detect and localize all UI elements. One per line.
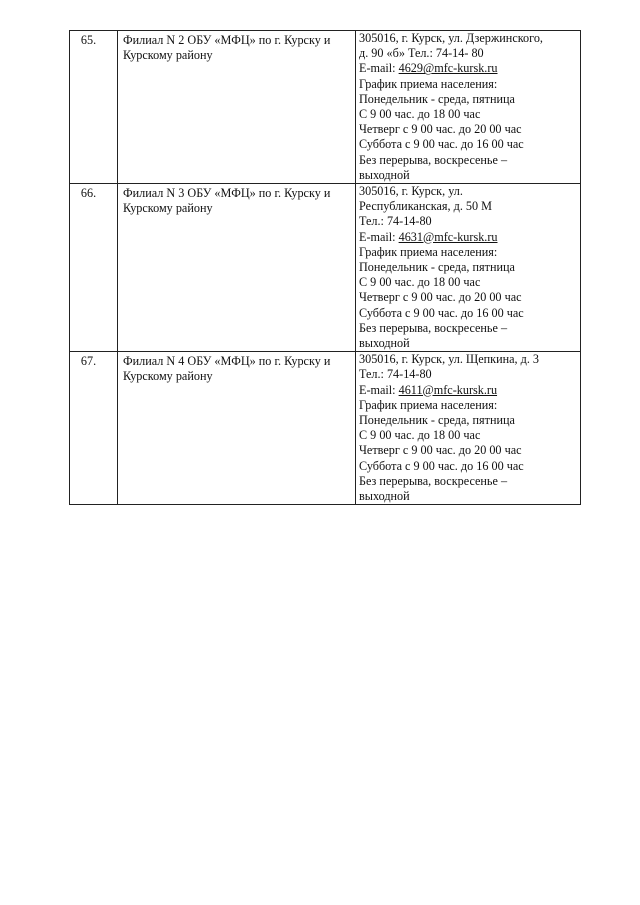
branch-name-cell — [118, 352, 356, 505]
address-line: д. 90 «б» Тел.: 74-14- 80 — [359, 46, 484, 61]
address-line: 305016, г. Курск, ул. Дзержинского, — [359, 31, 543, 45]
address-line: 305016, г. Курск, ул. — [359, 184, 463, 199]
row-number-cell — [70, 31, 118, 184]
address-cell — [356, 184, 581, 352]
branch-name: Филиал N 4 ОБУ «МФЦ» по г. Курску и Курскому району — [123, 354, 331, 384]
schedule-line: Суббота с 9 00 час. до 16 00 час — [359, 137, 524, 152]
schedule-line: выходной — [359, 489, 410, 504]
schedule-line: выходной — [359, 167, 410, 182]
address-line: 305016, г. Курск, ул. Щепкина, д. 3 — [359, 352, 540, 367]
schedule-line: С 9 00 час. до 18 00 час — [359, 107, 481, 122]
email-label: E-mail: — [359, 229, 399, 244]
email-line — [359, 383, 578, 398]
branch-name-cell — [118, 31, 356, 184]
email-link[interactable]: 4611@mfc-kursk.ru — [398, 382, 498, 397]
schedule-line: Понедельник - среда, пятница — [359, 260, 515, 275]
row-number-cell — [70, 184, 118, 352]
email-label: E-mail: — [359, 382, 399, 397]
address-line: Тел.: 74-14-80 — [359, 214, 432, 229]
row-number-cell — [70, 352, 118, 505]
schedule-line: выходной — [359, 336, 410, 351]
schedule-line: Суббота с 9 00 час. до 16 00 час — [359, 458, 524, 473]
email-link[interactable]: 4631@mfc-kursk.ru — [398, 229, 498, 244]
schedule-line: Понедельник - среда, пятница — [359, 413, 515, 428]
branch-name: Филиал N 3 ОБУ «МФЦ» по г. Курску и Курскому району — [123, 186, 331, 216]
email-line — [359, 61, 578, 76]
row-number: 66. — [80, 186, 97, 201]
schedule-line: Суббота с 9 00 час. до 16 00 час — [359, 305, 524, 320]
schedule-line: Четверг с 9 00 час. до 20 00 час — [359, 122, 522, 137]
table-row — [70, 184, 581, 352]
table-row — [70, 31, 581, 184]
schedule-line: Без перерыва, воскресенье – — [359, 152, 508, 167]
schedule-line: С 9 00 час. до 18 00 час — [359, 428, 481, 443]
address-line: Тел.: 74-14-80 — [359, 367, 432, 382]
address-cell — [356, 31, 581, 184]
schedule-line: Без перерыва, воскресенье – — [359, 473, 508, 488]
schedule-line: График приема населения: — [359, 76, 498, 91]
branches-table — [69, 30, 581, 505]
email-line — [359, 230, 578, 245]
schedule-line: График приема населения: — [359, 244, 498, 259]
schedule-line: График приема населения: — [359, 397, 498, 412]
schedule-line: Четверг с 9 00 час. до 20 00 час — [359, 443, 522, 458]
row-number: 65. — [80, 33, 97, 47]
schedule-line: Без перерыва, воскресенье – — [359, 320, 508, 335]
branch-name: Филиал N 2 ОБУ «МФЦ» по г. Курску и Курскому району — [123, 33, 331, 63]
schedule-line: С 9 00 час. до 18 00 час — [359, 275, 481, 290]
schedule-line: Понедельник - среда, пятница — [359, 91, 515, 106]
schedule-line: Четверг с 9 00 час. до 20 00 час — [359, 290, 522, 305]
table-row — [70, 352, 581, 505]
row-number: 67. — [80, 354, 97, 369]
address-cell — [356, 352, 581, 505]
email-link[interactable]: 4629@mfc-kursk.ru — [398, 61, 498, 76]
address-line: Республиканская, д. 50 М — [359, 199, 492, 214]
email-label: E-mail: — [359, 61, 399, 76]
branch-name-cell — [118, 184, 356, 352]
